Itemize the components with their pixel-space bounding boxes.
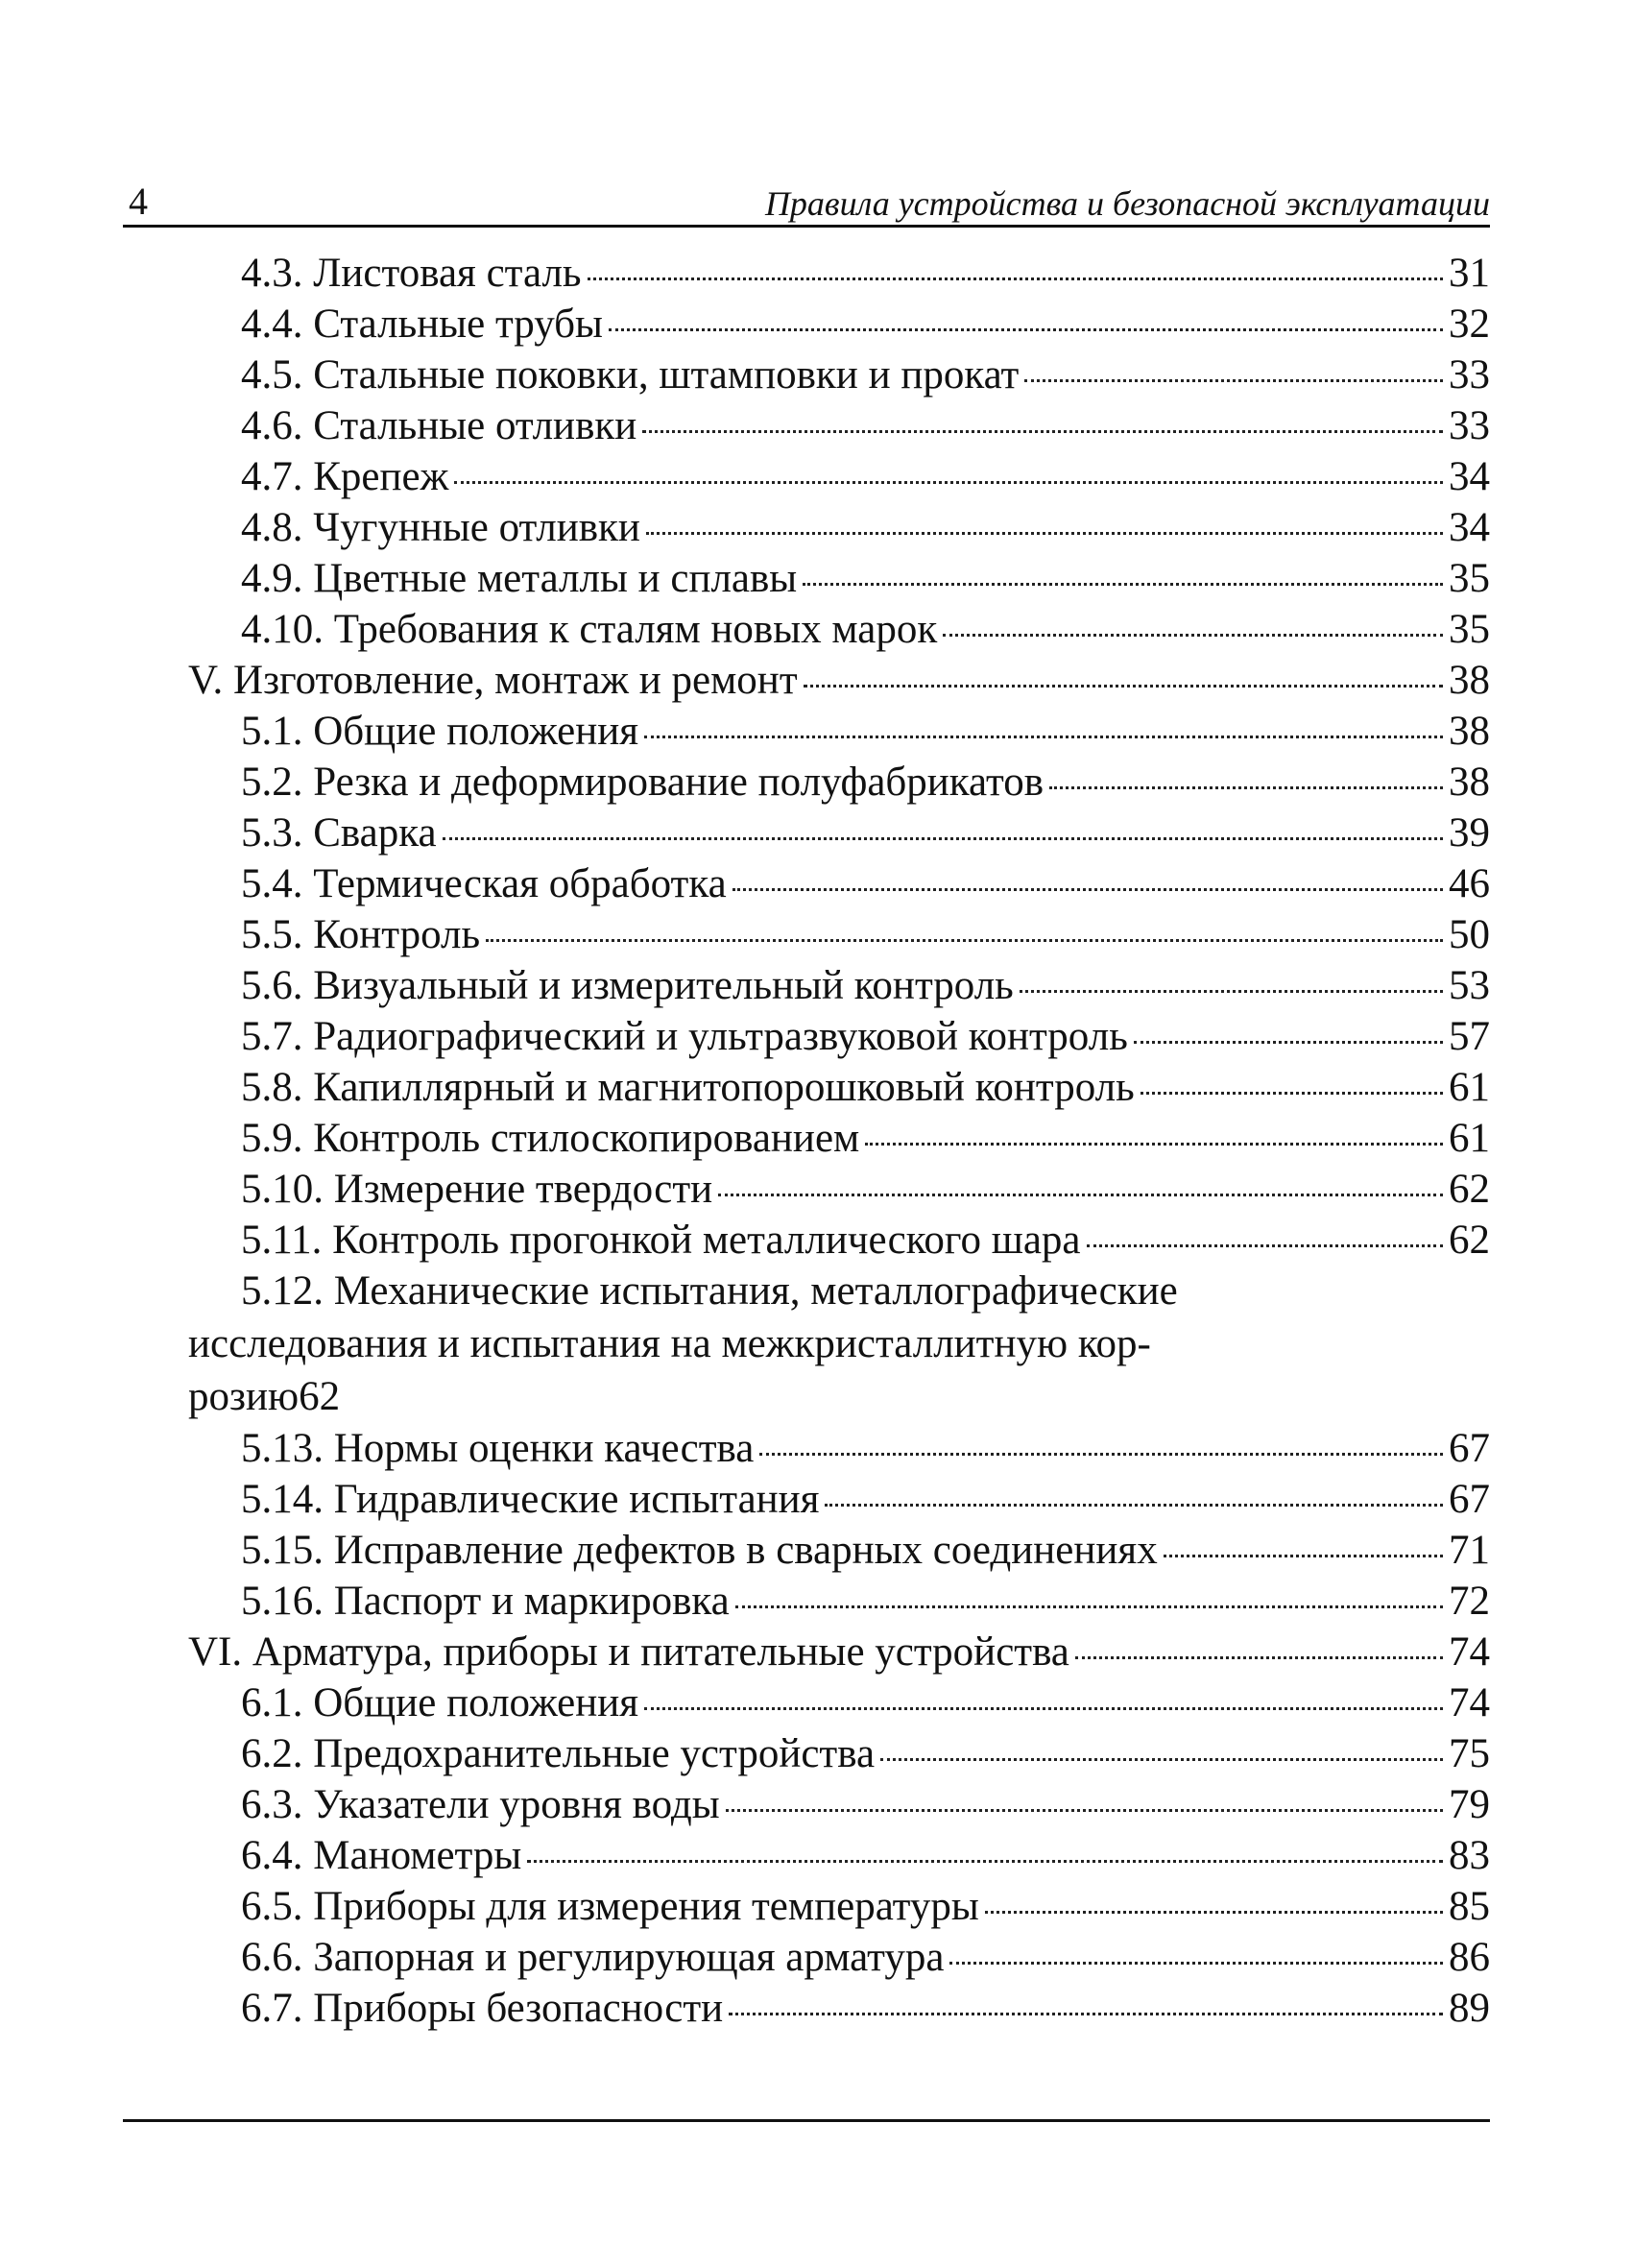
dot-leader: [1024, 379, 1443, 382]
toc-entry-title: 5.7. Радиографический и ультразвуковой контроль: [241, 1014, 1128, 1059]
toc-entry-title: 6.2. Предохранительные устройства: [241, 1731, 876, 1776]
dot-leader: [588, 277, 1443, 280]
toc-entry-page: 38: [1449, 760, 1490, 805]
dot-leader: [865, 1143, 1443, 1146]
toc-entry: [0, 400, 1633, 451]
toc-entry-page: 61: [1449, 1116, 1490, 1161]
dot-leader: [804, 685, 1443, 688]
toc-entry-title: 5.14. Гидравлические испытания: [241, 1477, 820, 1522]
toc-subsection: [241, 553, 1490, 604]
dot-leader: [759, 1453, 1443, 1456]
toc-entry-title: V. Изготовление, монтаж и ремонт: [188, 658, 798, 703]
toc-subsection: [241, 1983, 1490, 2034]
toc-entry-page: 39: [1449, 810, 1490, 856]
toc-entry-title: 5.1. Общие положения: [241, 709, 639, 754]
toc-entry-page: 35: [1449, 556, 1490, 601]
toc-entry: [0, 1215, 1633, 1266]
toc-entry: [0, 1983, 1633, 2034]
toc-entry: [0, 1113, 1633, 1164]
toc-subsection: [241, 248, 1490, 299]
toc-entry-title: 6.3. Указатели уровня воды: [241, 1782, 720, 1827]
toc-entry: [0, 909, 1633, 960]
toc-entry-title: 5.6. Визуальный и измерительный контроль: [241, 963, 1014, 1008]
dot-leader: [1087, 1244, 1443, 1247]
toc-entry-title: 4.7. Крепеж: [241, 454, 449, 499]
toc-entry-page: 67: [1449, 1477, 1490, 1522]
toc-entry: [0, 1728, 1633, 1779]
toc-entry-page: 50: [1449, 912, 1490, 957]
toc-subsection: [241, 706, 1490, 757]
toc-subsection: [241, 909, 1490, 960]
toc-section-heading: [188, 1627, 1490, 1677]
dot-leader: [486, 939, 1443, 942]
toc-subsection: [241, 502, 1490, 553]
dot-leader: [718, 1194, 1443, 1196]
toc-entry: [0, 1423, 1633, 1474]
toc-entry: [0, 1266, 1633, 1423]
running-title: Правила устройства и безопасной эксплуатации: [764, 184, 1490, 223]
toc-subsection: [241, 858, 1490, 909]
toc-entry: [0, 808, 1633, 858]
page-header: [123, 181, 1490, 228]
dot-leader: [732, 888, 1443, 891]
toc-entry-page: 35: [1449, 607, 1490, 652]
page-number: 4: [129, 180, 148, 223]
toc-entry-page: 31: [1449, 251, 1490, 296]
toc-entry-title: 5.8. Капиллярный и магнитопорошковый контроль: [241, 1065, 1135, 1110]
toc-entry: [0, 1164, 1633, 1215]
toc-entry-title: 5.3. Сварка: [241, 810, 437, 856]
toc-entry-page: 62: [1449, 1167, 1490, 1212]
toc-section-heading: [188, 655, 1490, 706]
toc-entry: [0, 604, 1633, 655]
toc-entry-page: 62: [1449, 1218, 1490, 1263]
toc-subsection: [241, 757, 1490, 808]
toc-subsection: [241, 1474, 1490, 1525]
toc-entry-title: 5.13. Нормы оценки качества: [241, 1426, 755, 1471]
toc-entry-title: 4.5. Стальные поковки, штамповки и прокат: [241, 352, 1020, 398]
dot-leader: [1075, 1656, 1443, 1659]
toc-entry-title-line: 5.12. Механические испытания, металлографические: [241, 1268, 1178, 1314]
toc-entry: [0, 1677, 1633, 1728]
toc-entry-page: 79: [1449, 1782, 1490, 1827]
toc-entry-page: 38: [1449, 658, 1490, 703]
toc-subsection: [241, 1728, 1490, 1779]
dot-leader: [1049, 786, 1443, 789]
toc-entry-title: 4.9. Цветные металлы и сплавы: [241, 556, 798, 601]
dot-leader: [949, 1962, 1443, 1965]
toc-subsection: [241, 1830, 1490, 1881]
toc-subsection: [241, 1576, 1490, 1627]
toc-entry-title: 4.6. Стальные отливки: [241, 403, 637, 448]
toc-entry-last-line: [188, 1371, 1490, 1422]
toc-subsection: [241, 1779, 1490, 1830]
toc-entry-page: 67: [1449, 1426, 1490, 1471]
toc-entry: [0, 350, 1633, 400]
toc-entry-page: 34: [1449, 505, 1490, 550]
toc-entry-page: 32: [1449, 302, 1490, 347]
dot-leader: [880, 1758, 1443, 1761]
toc-entry: [0, 858, 1633, 909]
toc-entry-page: 46: [1449, 861, 1490, 906]
dot-leader: [1134, 1041, 1443, 1044]
toc-entry-page: 75: [1449, 1731, 1490, 1776]
toc-subsection: [241, 604, 1490, 655]
dot-leader: [644, 1707, 1443, 1710]
toc-entry-title: 4.8. Чугунные отливки: [241, 505, 640, 550]
dot-leader: [729, 2013, 1443, 2015]
toc-subsection: [241, 1011, 1490, 1062]
dot-leader: [825, 1504, 1443, 1507]
toc-entry-page: 33: [1449, 403, 1490, 448]
toc-entry: [0, 655, 1633, 706]
toc-subsection: [241, 1423, 1490, 1474]
toc-subsection: [241, 1932, 1490, 1983]
toc-subsection: [241, 1881, 1490, 1932]
toc-entry: [0, 299, 1633, 350]
dot-leader: [803, 583, 1443, 586]
toc-subsection: [241, 299, 1490, 350]
toc-subsection: [241, 451, 1490, 502]
toc-entry-title: 6.6. Запорная и регулирующая арматура: [241, 1935, 945, 1980]
toc-entry-page: 86: [1449, 1935, 1490, 1980]
toc-entry-title: 6.4. Манометры: [241, 1833, 522, 1878]
toc-entry: [0, 1627, 1633, 1677]
toc-subsection: [241, 808, 1490, 858]
toc-entry-page: 71: [1449, 1528, 1490, 1573]
toc-entry: [0, 757, 1633, 808]
table-of-contents: [0, 248, 1633, 2034]
toc-entry-title: 5.10. Измерение твердости: [241, 1167, 713, 1212]
toc-subsection: [241, 400, 1490, 451]
dot-leader: [646, 532, 1443, 535]
dot-leader: [1141, 1092, 1443, 1095]
toc-entry-page: 74: [1449, 1680, 1490, 1725]
dot-leader: [943, 634, 1443, 637]
toc-entry: [0, 706, 1633, 757]
dot-leader: [454, 481, 1443, 484]
toc-subsection: [241, 1677, 1490, 1728]
dot-leader: [644, 736, 1443, 738]
toc-entry-title: 4.3. Листовая сталь: [241, 251, 582, 296]
toc-entry-page: 62: [299, 1374, 341, 1419]
dot-leader: [527, 1860, 1443, 1863]
toc-entry: [0, 451, 1633, 502]
toc-entry: [0, 553, 1633, 604]
toc-entry-page: 74: [1449, 1629, 1490, 1675]
toc-subsection: [241, 1062, 1490, 1113]
dot-leader: [1164, 1555, 1443, 1557]
toc-entry: [0, 1011, 1633, 1062]
toc-entry-title: 6.5. Приборы для измерения температуры: [241, 1884, 979, 1929]
toc-subsection: [241, 1215, 1490, 1266]
dot-leader: [609, 328, 1443, 331]
dot-leader: [735, 1605, 1443, 1608]
toc-subsection: [241, 1113, 1490, 1164]
toc-entry-title: 6.7. Приборы безопасности: [241, 1986, 724, 2031]
toc-subsection: [241, 1525, 1490, 1576]
toc-subsection: [241, 960, 1490, 1011]
toc-entry-title: 4.4. Стальные трубы: [241, 302, 603, 347]
toc-entry: [0, 1830, 1633, 1881]
toc-entry-title: 5.16. Паспорт и маркировка: [241, 1579, 730, 1624]
toc-entry-page: 38: [1449, 709, 1490, 754]
toc-entry: [0, 248, 1633, 299]
toc-entry: [0, 960, 1633, 1011]
toc-entry-page: 89: [1449, 1986, 1490, 2031]
toc-entry-title: 5.11. Контроль прогонкой металлического шара: [241, 1218, 1081, 1263]
toc-entry-page: 61: [1449, 1065, 1490, 1110]
toc-entry: [0, 1932, 1633, 1983]
toc-entry-page: 83: [1449, 1833, 1490, 1878]
toc-entry-title: 5.2. Резка и деформирование полуфабрикатов: [241, 760, 1045, 805]
dot-leader: [985, 1911, 1443, 1914]
toc-entry-page: 34: [1449, 454, 1490, 499]
toc-entry-page: 57: [1449, 1014, 1490, 1059]
toc-entry-title: 5.5. Контроль: [241, 912, 481, 957]
toc-entry-page: 72: [1449, 1579, 1490, 1624]
toc-entry-title: 6.1. Общие положения: [241, 1680, 639, 1725]
toc-entry-title: 4.10. Требования к сталям новых марок: [241, 607, 938, 652]
toc-entry-title: 5.9. Контроль стилоскопированием: [241, 1116, 860, 1161]
toc-entry: [0, 1525, 1633, 1576]
toc-subsection: [241, 1164, 1490, 1215]
toc-entry: [0, 502, 1633, 553]
toc-entry-title: 5.15. Исправление дефектов в сварных соединениях: [241, 1528, 1158, 1573]
toc-entry: [0, 1881, 1633, 1932]
footer-rule: [123, 2119, 1490, 2122]
dot-leader: [642, 430, 1443, 433]
toc-entry-page: 85: [1449, 1884, 1490, 1929]
dot-leader: [1020, 990, 1443, 993]
toc-entry: [0, 1062, 1633, 1113]
toc-subsection: [241, 350, 1490, 400]
toc-entry-title: VI. Арматура, приборы и питательные устройства: [188, 1629, 1069, 1675]
toc-entry: [0, 1779, 1633, 1830]
dot-leader: [726, 1809, 1443, 1812]
toc-entry-page: 53: [1449, 963, 1490, 1008]
toc-entry: [0, 1474, 1633, 1525]
toc-entry-title-line: исследования и испытания на межкристаллитную кор-: [188, 1321, 1151, 1366]
toc-entry-title: 5.4. Термическая обработка: [241, 861, 727, 906]
toc-entry-page: 33: [1449, 352, 1490, 398]
toc-entry-title-line: розию: [188, 1374, 300, 1419]
toc-entry: [0, 1576, 1633, 1627]
dot-leader: [443, 837, 1443, 840]
